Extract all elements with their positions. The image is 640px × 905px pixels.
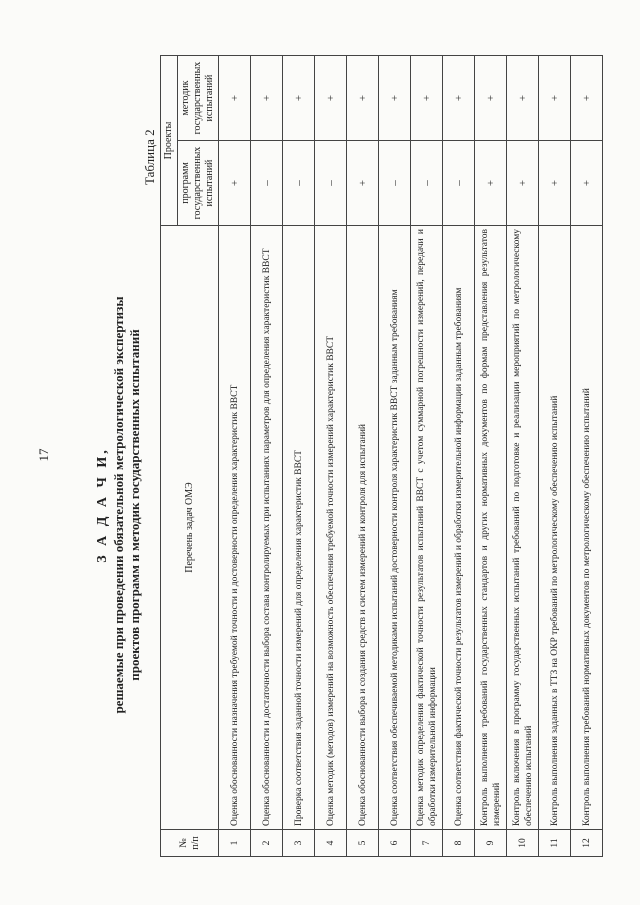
table-row [443,56,475,857]
header-programs: программ государственных испытаний [178,141,219,226]
programs-mark: – [379,141,411,226]
table-row [507,56,539,857]
header-methods: методик государственных испытаний [178,56,219,141]
programs-mark: + [347,141,379,226]
row-number: 11 [539,830,571,857]
table-row [379,56,411,857]
task-description: Оценка обоснованности назначения требуемой точности и достоверности определения характеристик ВВСТ [219,226,251,830]
row-number: 9 [475,830,507,857]
task-description: Проверка соответствия заданной точности измерений для определения характеристик ВВСТ [283,226,315,830]
task-description: Контроль выполнения требований нормативных документов по метрологическому обеспечению испытаний [571,226,603,830]
methods-mark: + [283,56,315,141]
page-number: 17 [36,448,51,462]
table-row [283,56,315,857]
table-row [411,56,443,857]
programs-mark: – [283,141,315,226]
row-number: 6 [379,830,411,857]
header-num: № п/п [161,830,219,857]
task-description: Оценка соответствия фактической точности результатов измерений и обработки измерительной информации заданным требованиям [443,226,475,830]
programs-mark: – [443,141,475,226]
methods-mark: + [539,56,571,141]
methods-mark: + [507,56,539,141]
task-description: Оценка обоснованности выбора и создания средств и систем измерений и контроля для испытаний [347,226,379,830]
row-number: 12 [571,830,603,857]
programs-mark: + [219,141,251,226]
methods-mark: + [315,56,347,141]
table-row [539,56,571,857]
row-number: 3 [283,830,315,857]
programs-mark: – [411,141,443,226]
programs-mark: + [475,141,507,226]
methods-mark: + [411,56,443,141]
programs-mark: – [251,141,283,226]
methods-mark: + [475,56,507,141]
methods-mark: + [379,56,411,141]
programs-mark: + [571,141,603,226]
table-row [251,56,283,857]
title-line-2: решаемые при проведении обязательной метрологической экспертизы [111,296,126,714]
programs-mark: – [315,141,347,226]
table-row [315,56,347,857]
row-number: 4 [315,830,347,857]
table-row [475,56,507,857]
programs-mark: + [539,141,571,226]
task-description: Оценка методик определения фактической точности результатов испытаний ВВСТ с учетом суммарной погрешности измерений, передачи и обработки измерительной информации [411,226,443,830]
document-title [95,225,143,785]
tasks-table [160,55,603,857]
methods-mark: + [347,56,379,141]
task-description: Оценка методик (методов) измерений на возможность обеспечения требуемой точности измерений характеристик ВВСТ [315,226,347,830]
methods-mark: + [219,56,251,141]
task-description: Контроль выполнения требований государственных стандартов и других нормативных документов по формам представления результатов измерений [475,226,507,830]
programs-mark: + [507,141,539,226]
task-description: Контроль выполнения заданных в ТТЗ на ОКР требований по метрологическому обеспечению испытаний [539,226,571,830]
task-description: Оценка соответствия обеспечиваемой методиками испытаний достоверности контроля характеристик ВВСТ заданным требованиям [379,226,411,830]
row-number: 10 [507,830,539,857]
table-caption: Таблица 2 [142,129,157,185]
row-number: 2 [251,830,283,857]
task-description: Оценка обоснованности и достаточности выбора состава контролируемых при испытаниях параметров для определения характеристик ВВСТ [251,226,283,830]
methods-mark: + [571,56,603,141]
methods-mark: + [251,56,283,141]
task-description: Контроль включения в программу государственных испытаний требований по подготовке и реализации мероприятий по метрологическому обеспечению испытаний [507,226,539,830]
table-row [571,56,603,857]
header-list: Перечень задач ОМЭ [161,226,219,830]
table-row [347,56,379,857]
table-row [219,56,251,857]
row-number: 5 [347,830,379,857]
row-number: 7 [411,830,443,857]
methods-mark: + [443,56,475,141]
header-projects: Проекты [161,56,178,226]
table-body [219,56,603,857]
title-line-1: З А Д А Ч И, [95,447,110,563]
row-number: 8 [443,830,475,857]
row-number: 1 [219,830,251,857]
title-line-3: проектов программ и методик государственных испытаний [127,329,142,681]
